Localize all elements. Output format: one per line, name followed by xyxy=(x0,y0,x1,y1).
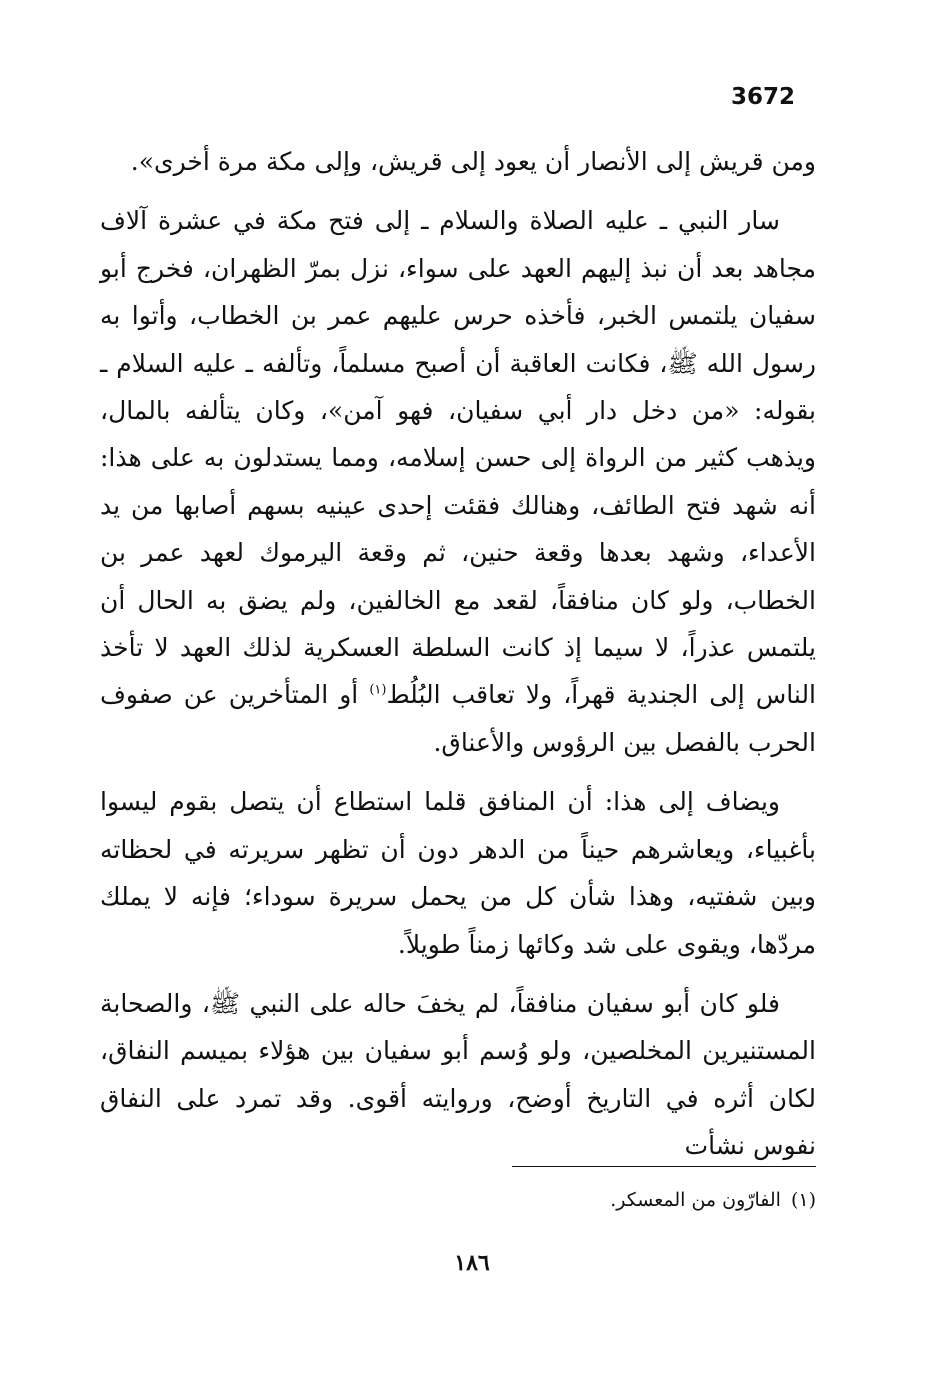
footnote-text: الفارّون من المعسكر. xyxy=(610,1189,781,1211)
footnote-reference[interactable]: (١) xyxy=(369,683,387,699)
paragraph-2-text-end: أو المتأخرين عن صفوف الحرب بالفصل بين الرؤوس والأعناق. xyxy=(100,680,816,757)
paragraph-4: فلو كان أبو سفيان منافقاً، لم يخفَ حاله على النبي ﷺ، والصحابة المستنيرين المخلصين، ولو وُسم أبو سفيان بين هؤلاء بميسم النفاق، لكان أثره في التاريخ أوضح، وروايته أقوى. وقد تمرد على النفاق نفوس نشأت xyxy=(100,988,816,1161)
footnote-marker: (١) xyxy=(790,1189,816,1211)
paragraph-2 xyxy=(100,197,816,766)
page-id-number: 3672 xyxy=(731,84,796,110)
paragraph-3: ويضاف إلى هذا: أن المنافق قلما استطاع أن يتصل بقوم ليسوا بأغبياء، ويعاشرهم حيناً من الدهر دون أن تظهر سريرته في لحظاته وبين شفتيه، وهذا شأن كل من يحمل سريرة سوداء؛ فإنه لا يملك مردّها، ويقوى على شد وكائها زمناً طويلاً. xyxy=(100,787,816,959)
paragraph-1: ومن قريش إلى الأنصار أن يعود إلى قريش، وإلى مكة مرة أخرى». xyxy=(130,147,816,176)
page-number: ١٨٦ xyxy=(454,1250,490,1276)
paragraph-2-text: سار النبي ـ عليه الصلاة والسلام ـ إلى فتح مكة في عشرة آلاف مجاهد بعد أن نبذ إليهم العهد على سواء، نزل بمرّ الظهران، فخرج أبو سفيان يلتمس الخبر، فأخذه حرس عليهم عمر بن الخطاب، وأتوا به رسول الله ﷺ، فكانت العاقبة أن أصبح مسلماً، وتألفه ـ عليه السلام ـ بقوله: «من دخل دار أبي سفيان، فهو آمن»، وكان يتألفه بالمال، ويذهب كثير من الرواة إلى حسن إسلامه، ومما يستدلون به على هذا: أنه شهد فتح الطائف، وهنالك فقئت إحدى عينيه بسهم أصابها من يد الأعداء، وشهد بعدها وقعة حنين، ثم وقعة اليرموك لعهد عمر بن الخطاب، ولو كان منافقاً، لقعد مع الخالفين، ولم يضق به الحال أن يلتمس عذراً، لا سيما إذ كانت السلطة العسكرية لذلك العهد لا تأخذ الناس إلى الجندية قهراً، ولا تعاقب البُلُط xyxy=(100,206,817,710)
body-text xyxy=(100,138,816,1182)
footnote-divider xyxy=(512,1166,816,1167)
footnote xyxy=(100,1185,816,1215)
